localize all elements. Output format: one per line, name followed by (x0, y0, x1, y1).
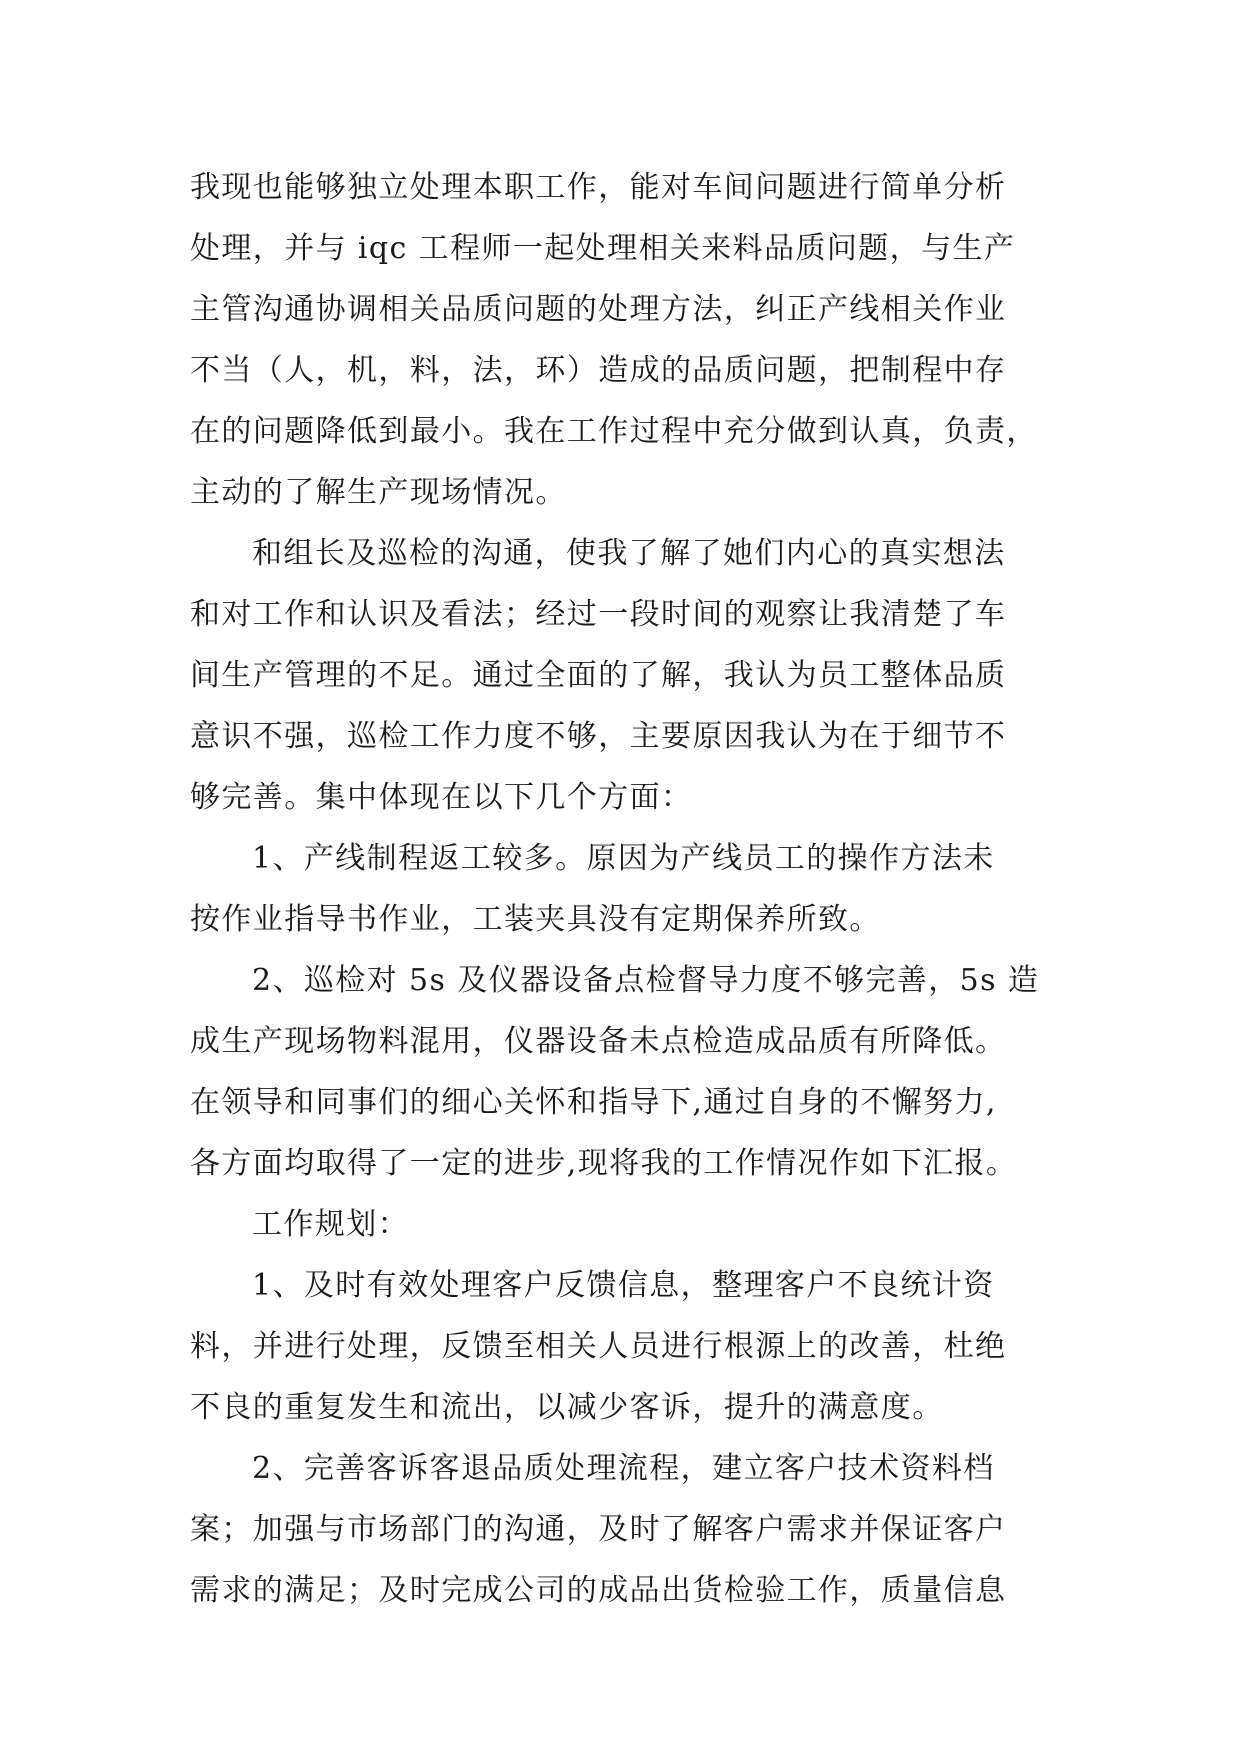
text-line: 在的问题降低到最小。我在工作过程中充分做到认真，负责， (190, 414, 1038, 449)
text-line: 主管沟通协调相关品质问题的处理方法，纠正产线相关作业 (190, 292, 1007, 327)
text-line: 不当（人，机，料，法，环）造成的品质问题，把制程中存 (190, 353, 1007, 388)
text-line: 我现也能够独立处理本职工作，能对车间问题进行简单分析 (190, 170, 1007, 205)
text-line: 在领导和同事们的细心关怀和指导下,通过自身的不懈努力, (190, 1085, 997, 1120)
text-line: 需求的满足；及时完成公司的成品出货检验工作，质量信息 (190, 1573, 1007, 1608)
text-line: 2、巡检对 5s 及仪器设备点检督导力度不够完善，5s 造 (252, 963, 1040, 998)
text-line: 够完善。集中体现在以下几个方面： (190, 780, 693, 815)
document-body (190, 157, 1055, 1621)
text-line: 按作业指导书作业，工装夹具没有定期保养所致。 (190, 902, 881, 937)
text-line: 工作规划： (252, 1207, 409, 1242)
text-line: 料，并进行处理，反馈至相关人员进行根源上的改善，杜绝 (190, 1329, 1007, 1364)
text-line: 意识不强，巡检工作力度不够，主要原因我认为在于细节不 (190, 719, 1007, 754)
text-line: 成生产现场物料混用，仪器设备未点检造成品质有所降低。 (190, 1024, 1007, 1059)
text-line: 案；加强与市场部门的沟通，及时了解客户需求并保证客户 (190, 1512, 1007, 1547)
text-line: 和组长及巡检的沟通，使我了解了她们内心的真实想法 (252, 536, 1006, 571)
text-line: 处理，并与 iqc 工程师一起处理相关来料品质问题，与生产 (190, 231, 1016, 266)
text-line: 间生产管理的不足。通过全面的了解，我认为员工整体品质 (190, 658, 1007, 693)
text-line: 不良的重复发生和流出，以减少客诉，提升的满意度。 (190, 1390, 944, 1425)
text-line: 1、及时有效处理客户反馈信息，整理客户不良统计资 (252, 1268, 995, 1303)
text-line: 和对工作和认识及看法；经过一段时间的观察让我清楚了车 (190, 597, 1007, 632)
text-line: 主动的了解生产现场情况。 (190, 475, 567, 510)
text-line: 2、完善客诉客退品质处理流程，建立客户技术资料档 (252, 1451, 995, 1486)
text-line: 1、产线制程返工较多。原因为产线员工的操作方法未 (252, 841, 995, 876)
text-line: 各方面均取得了一定的进步,现将我的工作情况作如下汇报。 (190, 1146, 1018, 1181)
